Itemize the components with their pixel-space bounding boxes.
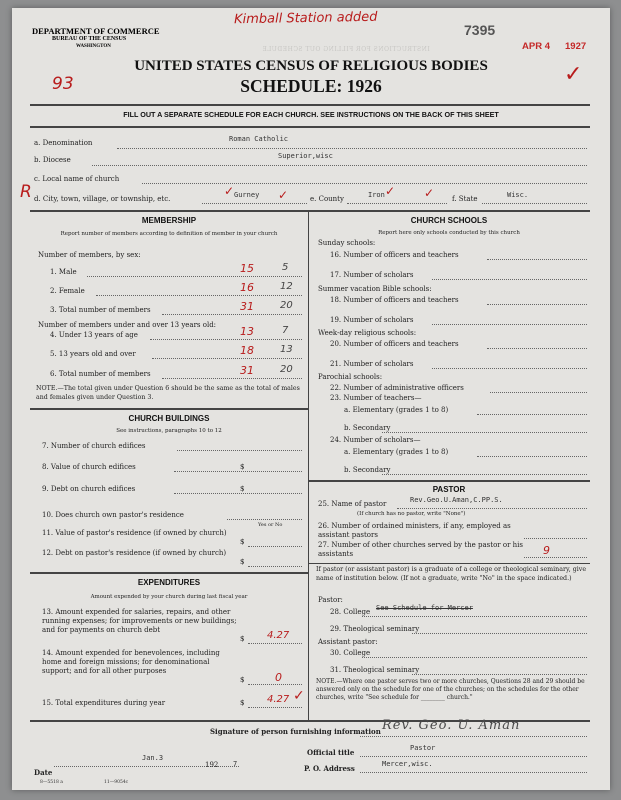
q18-label: 18. Number of officers and teachers xyxy=(330,296,459,304)
handwritten-annotation: Kimball Station added xyxy=(233,9,378,28)
membership-intro: Report number of members according to definition of member in your church xyxy=(60,231,278,237)
q1-male-alt: 5 xyxy=(282,262,289,273)
city-label: d. City, town, village, or township, etc. xyxy=(34,195,171,203)
summer-schools-label: Summer vacation Bible schools: xyxy=(318,285,432,293)
q23b-label: b. Secondary xyxy=(344,424,391,432)
dollar-sign: $ xyxy=(240,485,245,493)
date-label: Date xyxy=(34,768,53,777)
pastor-education-label: Pastor: xyxy=(318,596,343,604)
q5-13-and-over-label: 5. 13 years old and over xyxy=(50,350,136,358)
q6-total-alt: 20 xyxy=(280,364,293,375)
pastor-multiple-churches-note: NOTE.—Where one pastor serves two or more churches, Questions 28 and 29 should be answered only on the schedule for one of the churches; on the schedules for the other churches, write "See schedule for ________ church." xyxy=(316,678,585,701)
q5-13-and-over-value[interactable]: 18 xyxy=(240,344,254,357)
membership-note: NOTE.—The total given under Question 6 should be the same as the total of males and females given under Question 3. xyxy=(36,385,300,401)
check-mark-icon: ✓ xyxy=(385,184,396,198)
check-mark-icon: ✓ xyxy=(424,186,435,200)
graduate-note: If pastor (or assistant pastor) is a graduate of a college or theological seminary, give name of institution below. (If not a graduate, write "No" in the space indicated.) xyxy=(316,566,587,582)
q2-female-label: 2. Female xyxy=(50,287,85,295)
members-by-sex-label: Number of members, by sex: xyxy=(38,251,141,259)
year-prefix: 192 xyxy=(205,761,219,769)
q10-owns-residence-label: 10. Does church own pastor's residence xyxy=(42,511,184,519)
parochial-schools-label: Parochial schools: xyxy=(318,373,383,381)
yes-no-hint: Yes or No xyxy=(258,522,283,528)
county-label: e. County xyxy=(310,195,344,203)
department-name: DEPARTMENT OF COMMERCE xyxy=(32,26,160,36)
form-title: UNITED STATES CENSUS OF RELIGIOUS BODIES xyxy=(134,58,488,74)
q26-assistants-label: 26. Number of ordained ministers, if any, employed as assistant pastors xyxy=(318,522,511,539)
q15-total-expenditures-value[interactable]: 4.27 xyxy=(267,694,290,705)
q24b-label: b. Secondary xyxy=(344,466,391,474)
buildings-subtitle: See instructions, paragraphs 10 to 12 xyxy=(116,428,222,434)
official-title-label: Official title xyxy=(307,748,355,757)
state-label: f. State xyxy=(452,195,478,203)
q5-13-and-over-alt: 13 xyxy=(280,344,293,355)
county-value[interactable]: Iron xyxy=(368,191,385,199)
q6-total-value[interactable]: 31 xyxy=(240,364,254,377)
denomination-value[interactable]: Roman Catholic xyxy=(229,135,289,143)
schools-intro: Report here only schools conducted by this church xyxy=(378,230,520,236)
q16-label: 16. Number of officers and teachers xyxy=(330,251,459,259)
dollar-sign: $ xyxy=(240,635,245,643)
signature-value[interactable]: Rev. Geo. U. Aman xyxy=(382,718,521,733)
assistant-pastor-label: Assistant pastor: xyxy=(318,638,378,646)
received-stamp-year: 1927 xyxy=(565,41,587,52)
dollar-sign: $ xyxy=(240,699,245,707)
weekday-schools-label: Week-day religious schools: xyxy=(318,329,417,337)
bleed-through-text: INSTRUCTIONS FOR FILLING OUT SCHEDULE xyxy=(262,46,430,53)
check-mark-icon: ✓ xyxy=(278,188,289,202)
year-value[interactable]: 7 xyxy=(233,760,238,768)
q3-total-label: 3. Total number of members xyxy=(50,306,151,314)
received-stamp-date: APR 4 xyxy=(522,41,550,52)
city-value[interactable]: Gurney xyxy=(234,191,260,199)
q1-male-label: 1. Male xyxy=(50,268,77,276)
q28-college-value[interactable]: See Schedule for Mercer xyxy=(376,604,473,612)
q28-college-label: 28. College xyxy=(330,608,371,616)
q30-college-label: 30. College xyxy=(330,649,371,657)
dollar-sign: $ xyxy=(240,463,245,471)
q24-label: 24. Number of scholars— xyxy=(330,436,421,444)
dollar-sign: $ xyxy=(240,676,245,684)
po-address-value[interactable]: Mercer,wisc. xyxy=(382,760,433,768)
dollar-sign: $ xyxy=(240,558,245,566)
fill-out-instruction: FILL OUT A SEPARATE SCHEDULE FOR EACH CHURCH. SEE INSTRUCTIONS ON THE BACK OF THIS SHEET xyxy=(123,110,499,119)
q22-label: 22. Number of administrative officers xyxy=(330,384,464,392)
dollar-sign: $ xyxy=(240,538,245,546)
diocese-label: b. Diocese xyxy=(34,156,71,164)
po-address-label: P. O. Address xyxy=(304,764,355,773)
q4-under-13-alt: 7 xyxy=(282,325,289,336)
margin-r-mark: R xyxy=(20,182,32,202)
margin-number: 93 xyxy=(52,74,74,94)
state-value[interactable]: Wisc. xyxy=(507,191,529,199)
check-mark-icon: ✓ xyxy=(224,184,235,198)
q17-label: 17. Number of scholars xyxy=(330,271,414,279)
q15-total-expenditures-label: 15. Total expenditures during year xyxy=(42,699,166,707)
q3-total-alt: 20 xyxy=(280,300,293,311)
diocese-value[interactable]: Superior,wisc xyxy=(278,152,333,160)
q20-label: 20. Number of officers and teachers xyxy=(330,340,459,348)
denomination-label: a. Denomination xyxy=(34,139,93,147)
q7-church-edifices-label: 7. Number of church edifices xyxy=(42,442,146,450)
schools-section-title: CHURCH SCHOOLS xyxy=(410,216,488,225)
print-number: 11—9054c xyxy=(104,780,129,785)
q25-name-label: 25. Name of pastor xyxy=(318,500,387,508)
bureau-city: WASHINGTON xyxy=(76,44,111,49)
q9-edifice-debt-label: 9. Debt on church edifices xyxy=(42,485,136,493)
q21-label: 21. Number of scholars xyxy=(330,360,414,368)
q13-running-expenses-value[interactable]: 4.27 xyxy=(267,630,290,641)
q4-under-13-value[interactable]: 13 xyxy=(240,325,254,338)
age-groups-label: Number of members under and over 13 years old: xyxy=(38,321,217,329)
sunday-schools-label: Sunday schools: xyxy=(318,239,376,247)
date-value[interactable]: Jan.3 xyxy=(142,754,164,762)
check-mark-icon: ✓ xyxy=(564,62,583,87)
q1-male-value[interactable]: 15 xyxy=(240,262,254,275)
q3-total-value[interactable]: 31 xyxy=(240,300,254,313)
bureau-name: BUREAU OF THE CENSUS xyxy=(52,36,127,42)
q24a-label: a. Elementary (grades 1 to 8) xyxy=(344,448,449,456)
pastor-section-title: PASTOR xyxy=(432,485,466,494)
expenditures-subtitle: Amount expended by your church during last fiscal year xyxy=(90,594,248,600)
form-schedule-title: SCHEDULE: 1926 xyxy=(240,76,382,96)
expenditures-section-title: EXPENDITURES xyxy=(137,578,201,587)
q11-residence-value-label: 11. Value of pastor's residence (if owned by church) xyxy=(42,529,227,537)
buildings-section-title: CHURCH BUILDINGS xyxy=(128,414,210,423)
check-mark-icon: ✓ xyxy=(293,688,305,704)
q8-edifice-value-label: 8. Value of church edifices xyxy=(42,463,136,471)
schedule-number: 7395 xyxy=(464,22,496,38)
q23a-label: a. Elementary (grades 1 to 8) xyxy=(344,406,449,414)
local-name-label: c. Local name of church xyxy=(34,175,120,183)
membership-section-title: MEMBERSHIP xyxy=(141,216,197,225)
q23-label: 23. Number of teachers— xyxy=(330,394,422,402)
q4-under-13-label: 4. Under 13 years of age xyxy=(50,331,138,339)
q19-label: 19. Number of scholars xyxy=(330,316,414,324)
official-title-value[interactable]: Pastor xyxy=(410,744,436,752)
q6-total-label: 6. Total number of members xyxy=(50,370,151,378)
signature-label: Signature of person furnishing information xyxy=(210,727,381,736)
q12-residence-debt-label: 12. Debt on pastor's residence (if owned by church) xyxy=(42,549,227,557)
census-schedule-sheet xyxy=(12,8,610,790)
q25-sub-note: (If church has no pastor, write "None") xyxy=(357,511,466,517)
q25-pastor-name-value[interactable]: Rev.Geo.U.Aman,C.PP.S. xyxy=(410,496,503,504)
q31-seminary-label: 31. Theological seminary xyxy=(330,666,420,674)
q29-seminary-label: 29. Theological seminary xyxy=(330,625,420,633)
q27-other-churches-value[interactable]: 9 xyxy=(543,544,550,557)
q2-female-value[interactable]: 16 xyxy=(240,281,254,294)
q14-benevolences-value[interactable]: 0 xyxy=(275,671,282,684)
q13-running-expenses-label: 13. Amount expended for salaries, repairs, and other running expenses; for improvements or new buildings; and for payments on church debt xyxy=(42,608,237,634)
q27-other-churches-label: 27. Number of other churches served by the pastor or his assistants xyxy=(318,541,523,558)
form-number: 8—5518 a xyxy=(40,780,63,785)
q14-benevolences-label: 14. Amount expended for benevolences, including home and foreign missions; for denominational support; and for all other purposes xyxy=(42,649,220,675)
q2-female-alt: 12 xyxy=(280,281,293,292)
